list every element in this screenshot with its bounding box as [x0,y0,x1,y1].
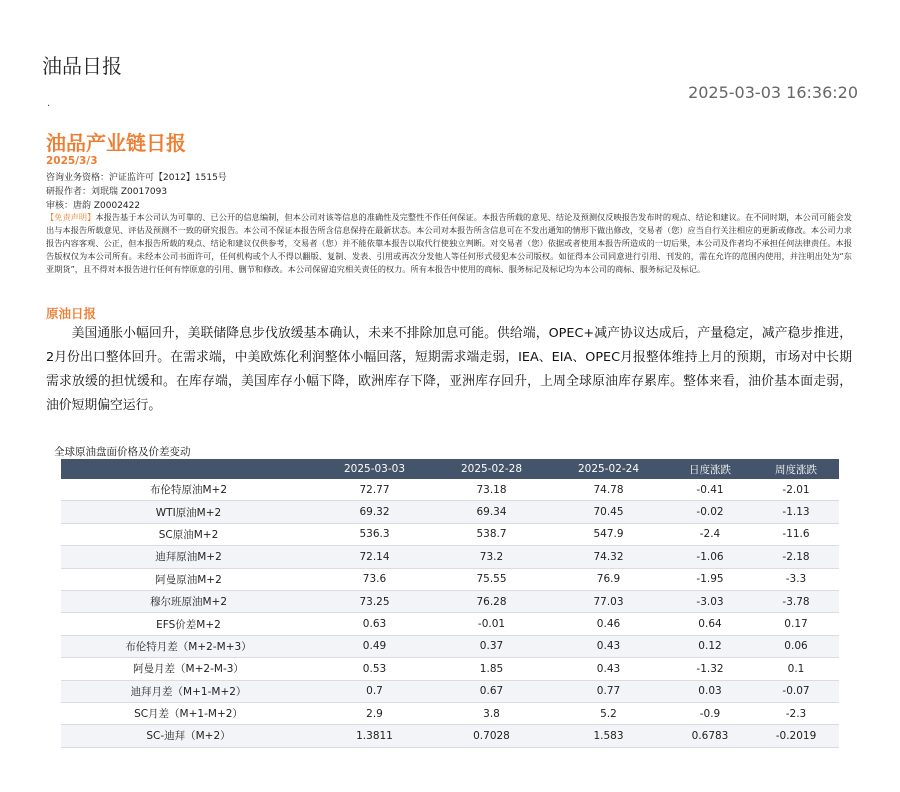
value-cell: -0.07 [753,680,839,702]
value-cell: 0.12 [667,635,753,657]
value-cell: 73.6 [316,568,433,590]
value-cell: -1.95 [667,568,753,590]
report-title: 油品产业链日报 [46,131,186,155]
value-cell: -0.2019 [753,725,839,747]
table-row [61,635,839,657]
value-cell: -11.6 [753,523,839,545]
value-cell: 0.46 [550,613,667,635]
header-cell: 2025-02-28 [433,459,550,479]
value-cell: 72.14 [316,546,433,568]
value-cell: 0.06 [753,635,839,657]
disclaimer-text: 本报告基于本公司认为可靠的、已公开的信息编制，但本公司对该等信息的准确性及完整性不作任何保证。本报告所载的意见、结论及预测仅反映报告发布时的观点、结论和建议。在不同时期，本公司可能会发出与本报告所载意见、评估及预测不一致的研究报告。本公司不保证本报告所含信息保持在最新状态。本公司对本报告所含信息可在不发出通知的情形下做出修改，交易者（您）应当自行关注相应的更新或修改。本公司力求报告内容客观、公正，但本报告所载的观点、结论和建议仅供参考，交易者（您）并不能依靠本报告以取代行使独立判断。对交易者（您）依据或者使用本报告所造成的一切后果，本公司及作者均不承担任何法律责任。本报告版权仅为本公司所有。未经本公司书面许可，任何机构或个人不得以翻版、复制、发表、引用或再次分发他人等任何形式侵犯本公司版权。如征得本公司同意进行引用、刊发的，需在允许的范围内使用，并注明出处为“东亚期货”，且不得对本报告进行任何有悖原意的引用、删节和修改。本公司保留追究相关责任的权力。所有本报告中使用的商标、服务标记及标记均为本公司的商标、服务标记及标记。 [46,212,852,274]
table-row [61,613,839,635]
value-cell: 77.03 [550,590,667,612]
value-cell: 76.28 [433,590,550,612]
page-title: 油品日报 [42,54,122,78]
row-label-cell: 阿曼月差（M+2-M-3） [61,658,316,680]
value-cell: 69.32 [316,501,433,523]
disclaimer-tag: 【免责声明】 [46,212,96,222]
license-line: 咨询业务资格：沪证监许可【2012】1515号 [46,173,227,183]
value-cell: 70.45 [550,501,667,523]
table-body [61,479,839,747]
table-row [61,590,839,612]
value-cell: 0.6783 [667,725,753,747]
value-cell: 0.77 [550,680,667,702]
value-cell: 0.17 [753,613,839,635]
table-row [61,725,839,747]
value-cell: 74.78 [550,479,667,501]
row-label-cell: WTI原油M+2 [61,501,316,523]
value-cell: -1.13 [753,501,839,523]
table-header-row [61,459,839,479]
table-caption: 全球原油盘面价格及价差变动 [54,446,191,458]
header-cell: 2025-03-03 [316,459,433,479]
table-row [61,658,839,680]
value-cell: 1.583 [550,725,667,747]
value-cell: 0.1 [753,658,839,680]
value-cell: 75.55 [433,568,550,590]
value-cell: 74.32 [550,546,667,568]
value-cell: 76.9 [550,568,667,590]
value-cell: -2.01 [753,479,839,501]
row-label-cell: SC-迪拜（M+2） [61,725,316,747]
value-cell: -0.41 [667,479,753,501]
value-cell: 0.63 [316,613,433,635]
table-row [61,523,839,545]
table-row [61,568,839,590]
value-cell: 0.49 [316,635,433,657]
timestamp: 2025-03-03 16:36:20 [688,83,858,102]
value-cell: 69.34 [433,501,550,523]
value-cell: 3.8 [433,702,550,724]
value-cell: -1.32 [667,658,753,680]
value-cell: 0.03 [667,680,753,702]
value-cell: 0.53 [316,658,433,680]
header-cell: 周度涨跌 [753,459,839,479]
row-label-cell: EFS价差M+2 [61,613,316,635]
value-cell: 547.9 [550,523,667,545]
row-label-cell: 布伦特月差（M+2-M+3） [61,635,316,657]
row-label-cell: 迪拜原油M+2 [61,546,316,568]
row-label-cell: 布伦特原油M+2 [61,479,316,501]
table-row [61,680,839,702]
disclaimer [46,211,852,276]
value-cell: -2.18 [753,546,839,568]
value-cell: 73.25 [316,590,433,612]
value-cell: 1.3811 [316,725,433,747]
price-table [61,459,839,748]
value-cell: 0.43 [550,635,667,657]
value-cell: 5.2 [550,702,667,724]
reviewer-line: 审核：唐韵 Z0002422 [46,201,141,211]
table-row [61,501,839,523]
value-cell: 73.2 [433,546,550,568]
row-label-cell: SC原油M+2 [61,523,316,545]
value-cell: -0.02 [667,501,753,523]
value-cell: 538.7 [433,523,550,545]
value-cell: 1.85 [433,658,550,680]
value-cell: 0.43 [550,658,667,680]
value-cell: 0.7028 [433,725,550,747]
row-label-cell: 穆尔班原油M+2 [61,590,316,612]
value-cell: 2.9 [316,702,433,724]
value-cell: 73.18 [433,479,550,501]
value-cell: 536.3 [316,523,433,545]
table-row [61,702,839,724]
dot-mark: . [47,98,51,109]
report-date: 2025/3/3 [46,155,98,167]
author-line: 研报作者：刘珉瑞 Z0017093 [46,187,168,197]
value-cell: -3.3 [753,568,839,590]
value-cell: -1.06 [667,546,753,568]
value-cell: -3.03 [667,590,753,612]
value-cell: 0.67 [433,680,550,702]
value-cell: 0.64 [667,613,753,635]
value-cell: 0.37 [433,635,550,657]
row-label-cell: SC月差（M+1-M+2） [61,702,316,724]
header-cell: 2025-02-24 [550,459,667,479]
value-cell: 72.77 [316,479,433,501]
value-cell: -0.01 [433,613,550,635]
header-cell: 日度涨跌 [667,459,753,479]
row-label-cell: 迪拜月差（M+1-M+2） [61,680,316,702]
row-label-cell: 阿曼原油M+2 [61,568,316,590]
table-row [61,479,839,501]
value-cell: -0.9 [667,702,753,724]
section-body: 美国通胀小幅回升，美联储降息步伐放缓基本确认，未来不排除加息可能。供给端，OPEC+减产协议达成后，产量稳定，减产稳步推进，2月份出口整体回升。在需求端，中美欧炼化利润整体小幅回落，短期需求端走弱，IEA、EIA、OPEC月报整体维持上月的预期，市场对中长期需求放缓的担忧缓和。在库存端，美国库存小幅下降，欧洲库存下降，亚洲库存回升，上周全球原油库存累库。整体来看，油价基本面走弱，油价短期偏空运行。 [46,326,852,413]
value-cell: -3.78 [753,590,839,612]
price-table-container [61,459,839,748]
table-row [61,546,839,568]
value-cell: -2.3 [753,702,839,724]
value-cell: 0.7 [316,680,433,702]
section-title: 原油日报 [46,306,97,321]
header-cell [61,459,316,479]
value-cell: -2.4 [667,523,753,545]
